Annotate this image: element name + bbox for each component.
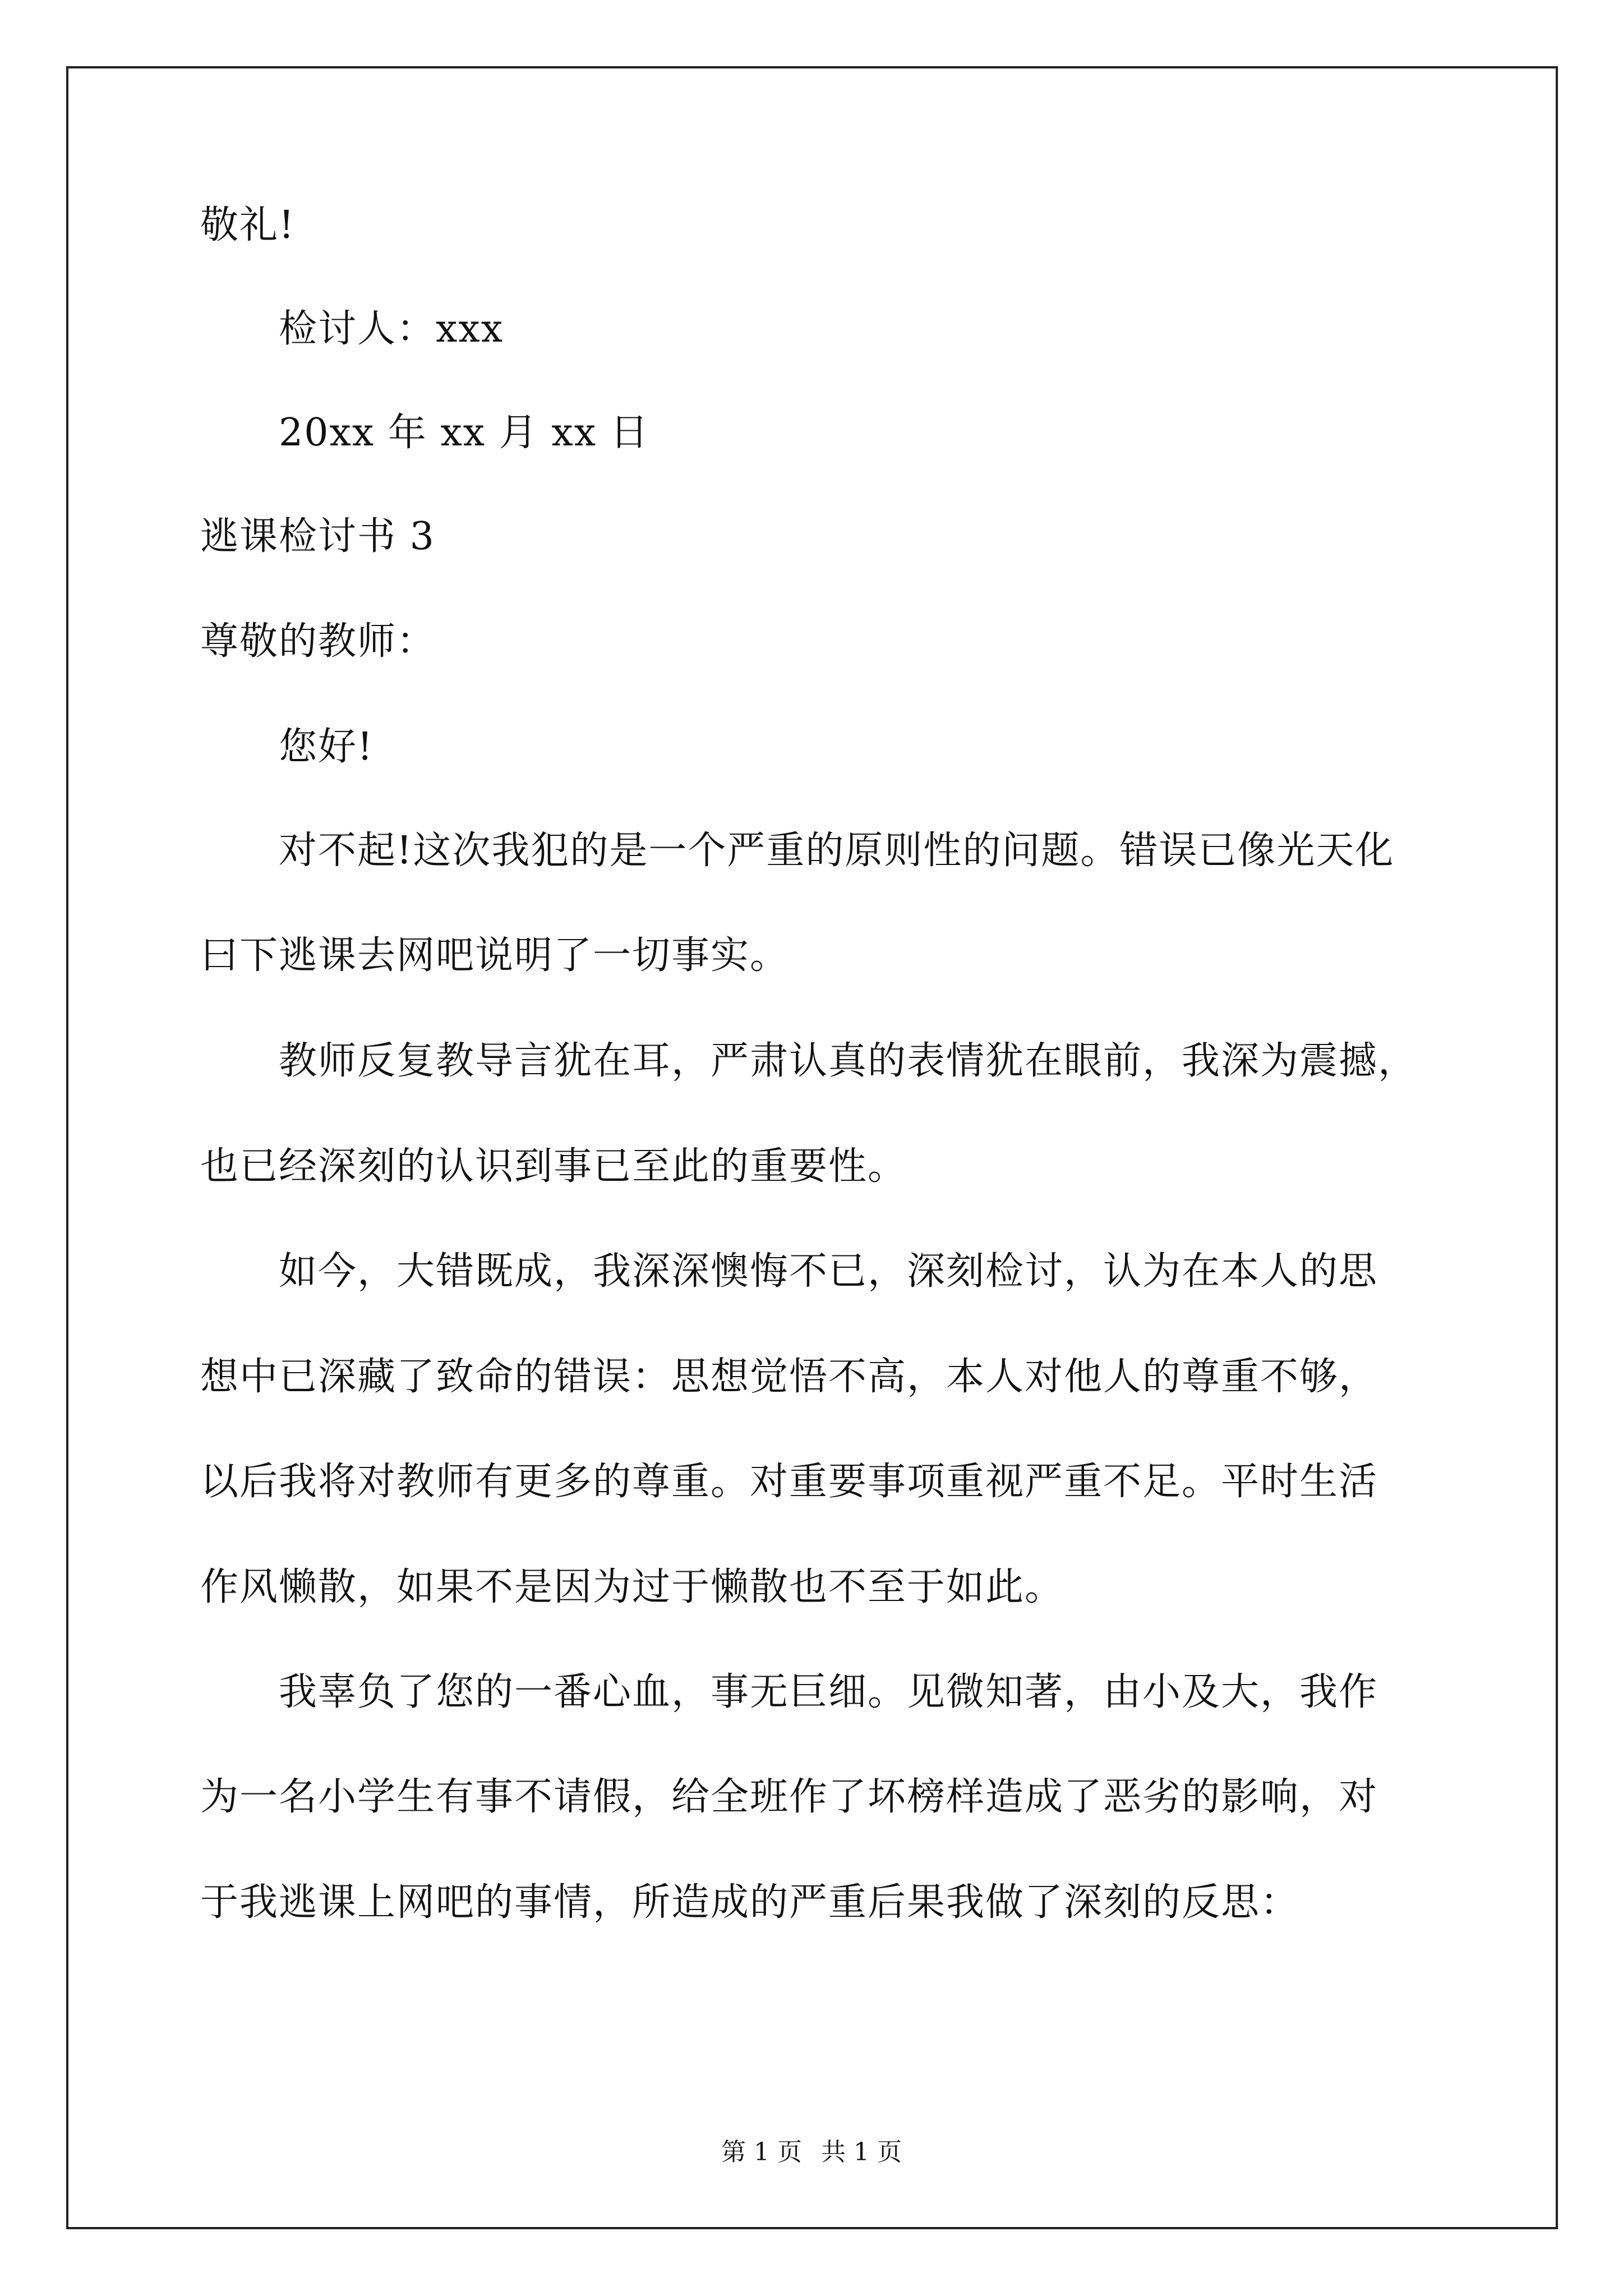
paragraph-1-line-2: 曰下逃课去网吧说明了一切事实。 (200, 933, 790, 978)
paragraph-3-line-3: 以后我将对教师有更多的尊重。对重要事项重视严重不足。平时生活 (200, 1460, 1378, 1504)
page-number: 第 1 页 (721, 2138, 802, 2166)
paragraph-4-line-1: 我辜负了您的一番心血，事无巨细。见微知著，由小及大，我作 (279, 1670, 1378, 1714)
paragraph-3-line-1: 如今，大错既成，我深深懊悔不已，深刻检讨，认为在本人的思 (279, 1249, 1378, 1294)
date-line: 20xx 年 xx 月 xx 日 (279, 411, 649, 455)
paragraph-3-line-2: 想中已深藏了致命的错误：思想觉悟不高，本人对他人的尊重不够， (200, 1355, 1378, 1399)
page-footer (0, 2140, 1623, 2165)
closing-salutation: 敬礼! (200, 203, 296, 247)
hello-line: 您好! (279, 725, 374, 769)
paragraph-4-line-2: 为一名小学生有事不请假，给全班作了坏榜样造成了恶劣的影响，对 (200, 1775, 1378, 1819)
paragraph-2-line-1: 教师反复教导言犹在耳，严肃认真的表情犹在眼前，我深为震撼， (279, 1039, 1418, 1083)
paragraph-2-line-2: 也已经深刻的认识到事已至此的重要性。 (200, 1144, 907, 1189)
section-title: 逃课检讨书 3 (200, 514, 435, 559)
paragraph-1-line-1: 对不起!这次我犯的是一个严重的原则性的问题。错误已像光天化 (279, 829, 1395, 873)
signer-line: 检讨人：xxx (279, 307, 504, 351)
greeting-line: 尊敬的教师： (200, 619, 436, 664)
paragraph-4-line-3: 于我逃课上网吧的事情，所造成的严重后果我做了深刻的反思： (200, 1880, 1300, 1925)
page-total: 共 1 页 (821, 2138, 902, 2166)
paragraph-3-line-4: 作风懒散，如果不是因为过于懒散也不至于如此。 (200, 1565, 1064, 1609)
